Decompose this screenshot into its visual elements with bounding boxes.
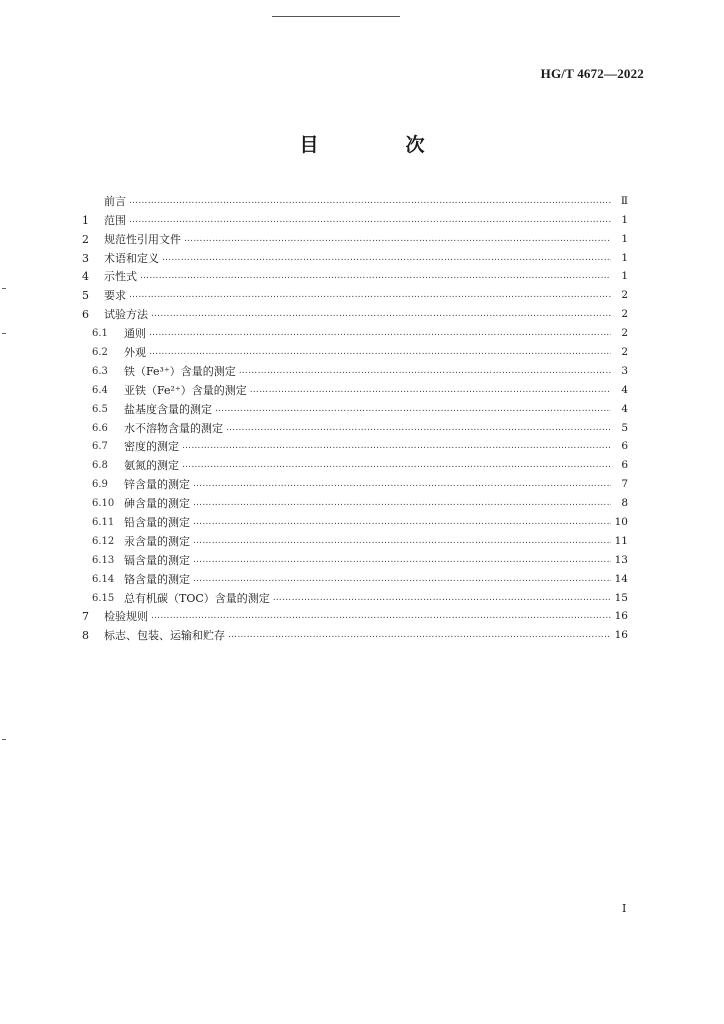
toc-entry-page: 4 [621, 383, 628, 396]
toc-entry-page: 11 [614, 534, 628, 547]
toc-entry[interactable] [82, 378, 628, 397]
toc-entry[interactable] [82, 435, 628, 454]
toc-dot-leader [151, 610, 611, 623]
toc-entry-number: 6.7 [92, 441, 108, 453]
toc-entry-number: 6.15 [92, 592, 115, 604]
toc-entry-number: 6.2 [92, 347, 108, 359]
toc-entry-label: 铬含量的测定 [124, 572, 190, 586]
toc-entry-number: 6.3 [92, 365, 108, 377]
toc-entry-page: 1 [621, 213, 628, 226]
toc-entry[interactable] [82, 189, 628, 208]
toc-entry[interactable] [82, 340, 628, 359]
toc-entry-page: 4 [621, 402, 628, 415]
toc-entry-number: 6.4 [92, 384, 108, 396]
toc-dot-leader [193, 554, 611, 567]
toc-entry-page: 7 [621, 478, 628, 491]
toc-entry-label: 镉含量的测定 [124, 553, 190, 567]
toc-entry[interactable] [82, 359, 628, 378]
toc-entry-number: 6.12 [92, 535, 115, 547]
toc-entry[interactable] [82, 265, 628, 284]
toc-dot-leader [149, 346, 611, 359]
toc-dot-leader [273, 592, 611, 605]
toc-dot-leader [129, 289, 611, 302]
toc-entry-number: 3 [82, 251, 89, 265]
left-margin-mark [2, 739, 6, 740]
toc-entry-label: 总有机碳（TOC）含量的测定 [124, 591, 270, 605]
toc-entry-page: 3 [621, 364, 628, 377]
toc-entry-number: 6.11 [92, 517, 115, 529]
toc-entry-number: 6.5 [92, 403, 108, 415]
toc-entry-page: 14 [614, 572, 628, 585]
toc-dot-leader [215, 403, 611, 416]
toc-dot-leader [151, 308, 611, 321]
toc-entry-page: 6 [621, 440, 628, 453]
toc-entry-label: 检验规则 [104, 610, 148, 624]
toc-entry-page: 15 [614, 591, 628, 604]
toc-dot-leader [193, 535, 611, 548]
toc-entry[interactable] [82, 548, 628, 567]
toc-entry-number: 6 [82, 308, 89, 322]
toc-entry-page: 5 [621, 421, 628, 434]
toc-entry-label: 锌含量的测定 [124, 478, 190, 492]
toc-entry-page: 16 [614, 610, 628, 623]
toc-entry[interactable] [82, 472, 628, 491]
toc-entry-page: 13 [614, 553, 628, 566]
toc-entry-number: 7 [82, 610, 89, 624]
toc-entry-number: 1 [82, 213, 89, 227]
toc-entry-number: 5 [82, 289, 89, 303]
toc-entry[interactable] [82, 491, 628, 510]
toc-entry-label: 标志、包装、运输和贮存 [104, 629, 225, 643]
toc-entry-number: 6.13 [92, 554, 115, 566]
toc-dot-leader [226, 422, 611, 435]
page-number: Ⅰ [622, 902, 627, 915]
toc-entry-page: 2 [621, 289, 628, 302]
toc-entry[interactable] [82, 227, 628, 246]
toc-entry-label: 水不溶物含量的测定 [124, 421, 223, 435]
toc-entry-label: 术语和定义 [104, 251, 159, 265]
table-of-contents [82, 189, 628, 642]
toc-entry-page: 2 [621, 308, 628, 321]
toc-dot-leader [182, 440, 611, 453]
toc-entry-number: 4 [82, 270, 89, 284]
toc-entry-page: 2 [621, 327, 628, 340]
page-title: 目 次 [299, 134, 459, 156]
toc-entry-label: 盐基度含量的测定 [124, 402, 212, 416]
left-margin-mark [2, 288, 6, 289]
toc-entry-label: 范围 [104, 213, 126, 227]
toc-entry-number: 6.10 [92, 498, 115, 510]
toc-entry[interactable] [82, 208, 628, 227]
toc-entry-label: 铁（Fe³⁺）含量的测定 [124, 364, 236, 378]
toc-entry[interactable] [82, 246, 628, 265]
toc-dot-leader [193, 497, 611, 510]
toc-dot-leader [250, 384, 611, 397]
toc-dot-leader [184, 233, 611, 246]
toc-entry-page: 1 [621, 251, 628, 264]
toc-entry-page: 1 [621, 270, 628, 283]
toc-entry-label: 要求 [104, 289, 126, 303]
toc-entry-page: 2 [621, 346, 628, 359]
toc-entry-label: 铅含量的测定 [124, 516, 190, 530]
toc-entry[interactable] [82, 453, 628, 472]
toc-dot-leader [162, 252, 611, 265]
toc-dot-leader [193, 516, 611, 529]
toc-entry-label: 示性式 [104, 270, 137, 284]
toc-entry-page: Ⅱ [620, 194, 628, 207]
toc-entry-number: 6.1 [92, 328, 108, 340]
toc-entry-label: 前言 [104, 194, 126, 208]
toc-entry[interactable] [82, 529, 628, 548]
toc-entry-page: 6 [621, 459, 628, 472]
toc-entry-page: 1 [621, 232, 628, 245]
toc-entry[interactable] [82, 416, 628, 435]
toc-entry-label: 亚铁（Fe²⁺）含量的测定 [124, 383, 247, 397]
toc-entry-label: 通则 [124, 327, 146, 341]
toc-entry[interactable] [82, 510, 628, 529]
toc-entry-number: 6.6 [92, 422, 108, 434]
toc-entry-label: 规范性引用文件 [104, 232, 181, 246]
toc-entry[interactable] [82, 321, 628, 340]
toc-dot-leader [140, 270, 611, 283]
toc-dot-leader [228, 629, 611, 642]
standard-number: HG/T 4672—2022 [540, 66, 644, 81]
toc-entry-number: 6.8 [92, 460, 108, 472]
toc-dot-leader [239, 365, 611, 378]
toc-entry-label: 试验方法 [104, 308, 148, 322]
top-rule [272, 16, 400, 17]
toc-entry[interactable] [82, 283, 628, 302]
toc-entry-page: 8 [621, 497, 628, 510]
toc-entry-label: 砷含量的测定 [124, 497, 190, 511]
toc-entry-label: 外观 [124, 346, 146, 360]
toc-dot-leader [129, 195, 611, 208]
toc-entry-number: 6.9 [92, 479, 108, 491]
toc-dot-leader [193, 573, 611, 586]
toc-entry-number: 6.14 [92, 573, 115, 585]
toc-entry[interactable] [82, 586, 628, 605]
toc-entry[interactable] [82, 302, 628, 321]
toc-entry-label: 氨氮的测定 [124, 459, 179, 473]
toc-entry-page: 10 [614, 516, 628, 529]
toc-entry-page: 16 [614, 629, 628, 642]
toc-dot-leader [193, 478, 611, 491]
toc-entry-label: 密度的测定 [124, 440, 179, 454]
toc-entry-number: 2 [82, 232, 89, 246]
toc-dot-leader [182, 459, 611, 472]
toc-dot-leader [149, 327, 611, 340]
toc-entry-number: 8 [82, 629, 89, 643]
toc-entry[interactable] [82, 623, 628, 642]
toc-entry[interactable] [82, 605, 628, 624]
toc-dot-leader [129, 214, 611, 227]
toc-entry[interactable] [82, 397, 628, 416]
left-margin-mark [2, 333, 6, 334]
toc-entry[interactable] [82, 567, 628, 586]
toc-entry-label: 汞含量的测定 [124, 534, 190, 548]
